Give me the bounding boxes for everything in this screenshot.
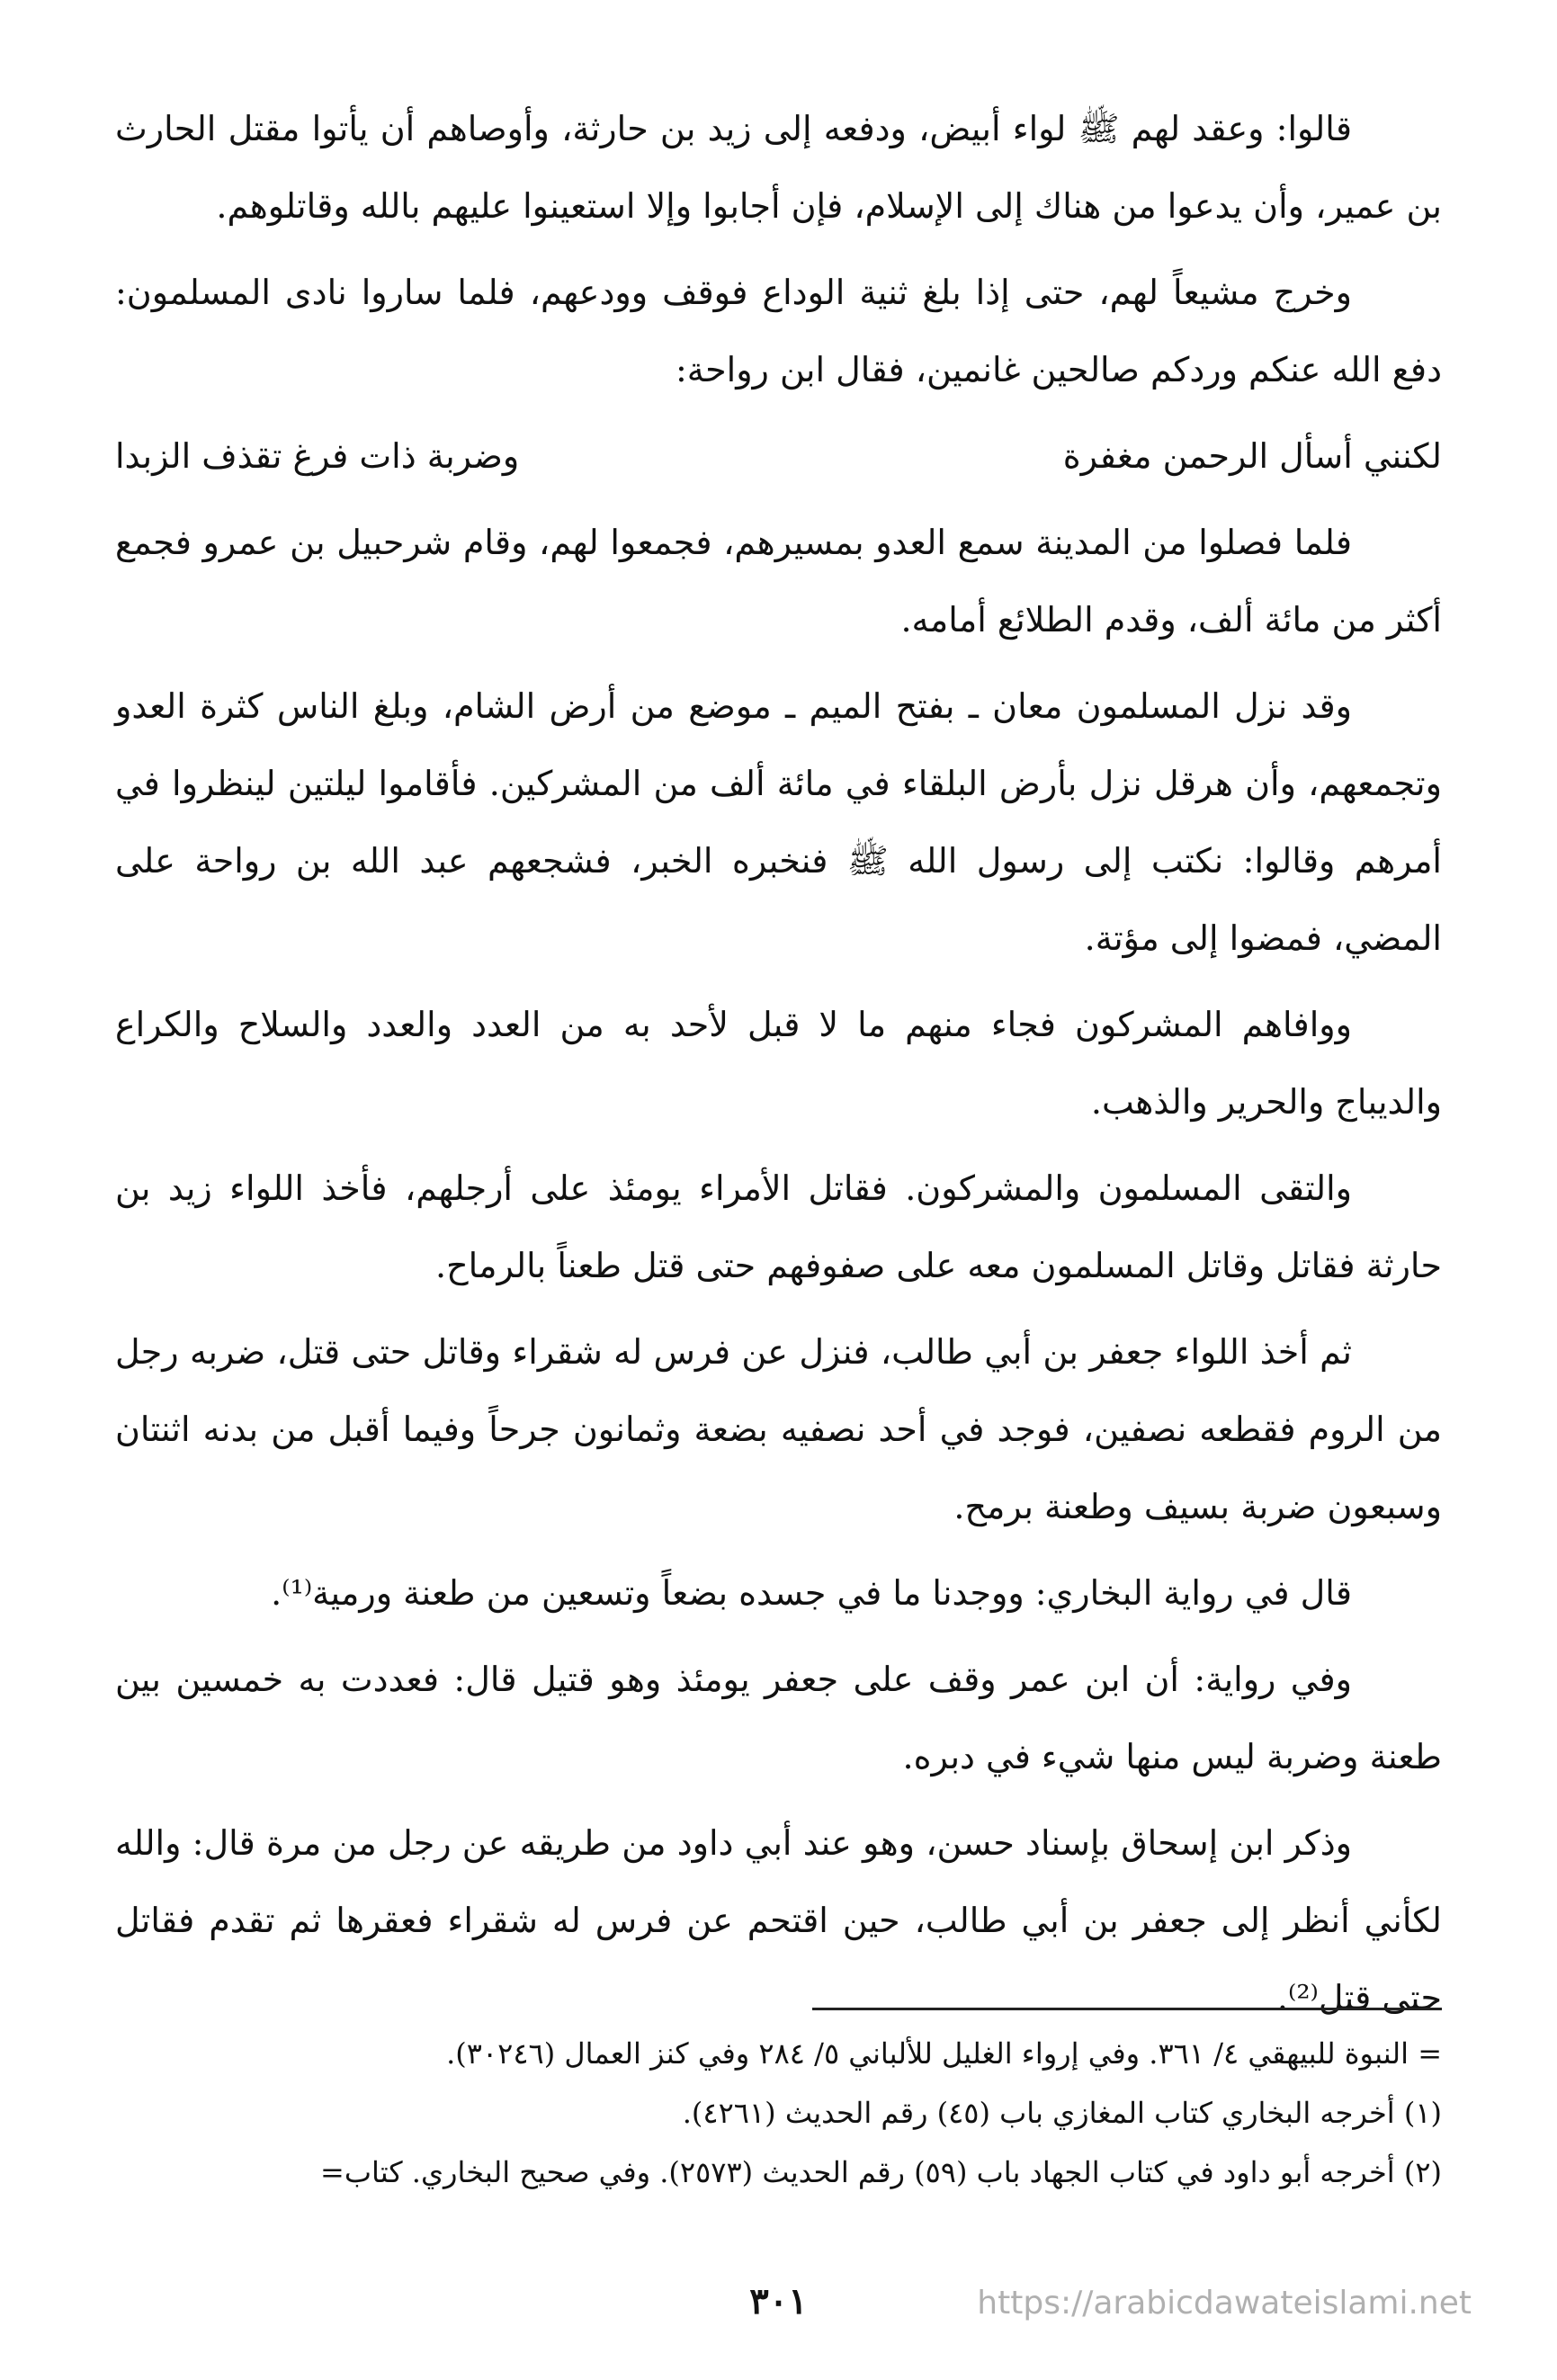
paragraph-4: وقد نزل المسلمون معان ـ بفتح الميم ـ موضع من أرض الشام، وبلغ الناس كثرة العدو وتجمعهم، وأن هرقل نزل بأرض البلقاء في مائة ألف من المشركين. فأقاموا ليلتين لينظروا في أمرهم وقالوا: نكتب إلى رسول الله ﷺ فنخبره الخبر، فشجعهم عبد الله بن رواحة على المضي، فمضوا إلى مؤتة. (115, 686, 1442, 958)
footnotes (115, 2024, 1442, 2202)
paragraph-6: والتقى المسلمون والمشركون. فقاتل الأمراء يومئذ على أرجلهم، فأخذ اللواء زيد بن حارثة فقاتل وقاتل المسلمون معه على صفوفهم حتى قتل طعناً بالرماح. (115, 1168, 1442, 1285)
paragraph-1: قالوا: وعقد لهم ﷺ لواء أبيض، ودفعه إلى زيد بن حارثة، وأوصاهم أن يأتوا مقتل الحارث بن عمير، وأن يدعوا من هناك إلى الإسلام، فإن أجابوا وإلا استعينوا عليهم بالله وقاتلوهم. (115, 109, 1442, 226)
paragraph-9: وفي رواية: أن ابن عمر وقف على جعفر يومئذ وهو قتيل قال: فعددت به خمسين بين طعنة وضربة ليس منها شيء في دبره. (115, 1660, 1442, 1776)
main-text (115, 90, 1442, 2045)
paragraph-10: وذكر ابن إسحاق بإسناد حسن، وهو عند أبي داود من طريقه عن رجل من مرة قال: والله لكأني أنظر إلى جعفر بن أبي طالب، حين اقتحم عن فرس له شقراء فعقرها ثم تقدم فقاتل حتى قتل⁽²⁾. (115, 1823, 1442, 2018)
footnote-divider (812, 2008, 1442, 2010)
footnote-continuation: = النبوة للبيهقي ٤/ ٣٦١. وفي إرواء الغليل للألباني ٥/ ٢٨٤ وفي كنز العمال (٣٠٢٤٦). (446, 2036, 1442, 2071)
footnote-2: (٢) أخرجه أبو داود في كتاب الجهاد باب (٥٩) رقم الحديث (٢٥٧٣). وفي صحيح البخاري. كتاب= (320, 2155, 1442, 2189)
paragraph-2: وخرج مشيعاً لهم، حتى إذا بلغ ثنية الوداع فوقف وودعهم، فلما ساروا نادى المسلمون: دفع الله عنكم وردكم صالحين غانمين، فقال ابن رواحة: (115, 273, 1442, 389)
paragraph-7: ثم أخذ اللواء جعفر بن أبي طالب، فنزل عن فرس له شقراء وقاتل حتى قتل، ضربه رجل من الروم فقطعه نصفين، فوجد في أحد نصفيه بضعة وثمانون جرحاً وفيما أقبل من بدنه اثنتان وسبعون ضربة بسيف وطعنة برمح. (115, 1332, 1442, 1526)
footnote-1: (١) أخرجه البخاري كتاب المغازي باب (٤٥) رقم الحديث (٤٢٦١). (682, 2096, 1442, 2130)
poem-hemistich-first: لكنني أسأل الرحمن مغفرة (1062, 436, 1442, 476)
page-number: ٣٠١ (749, 2280, 808, 2322)
poem-hemistich-second: وضربة ذات فرغ تقذف الزبدا (115, 436, 520, 476)
paragraph-3: فلما فصلوا من المدينة سمع العدو بمسيرهم، فجمعوا لهم، وقام شرحبيل بن عمرو فجمع أكثر من مائة ألف، وقدم الطلائع أمامه. (115, 523, 1442, 640)
poem-verse (115, 417, 1442, 495)
watermark-url: https://arabicdawateislami.net (977, 2285, 1472, 2322)
paragraph-5: ووافاهم المشركون فجاء منهم ما لا قبل لأحد به من العدد والعدد والسلاح والكراع والديباج والحرير والذهب. (115, 1005, 1442, 1122)
paragraph-8: قال في رواية البخاري: ووجدنا ما في جسده بضعاً وتسعين من طعنة ورمية⁽¹⁾. (271, 1573, 1352, 1613)
